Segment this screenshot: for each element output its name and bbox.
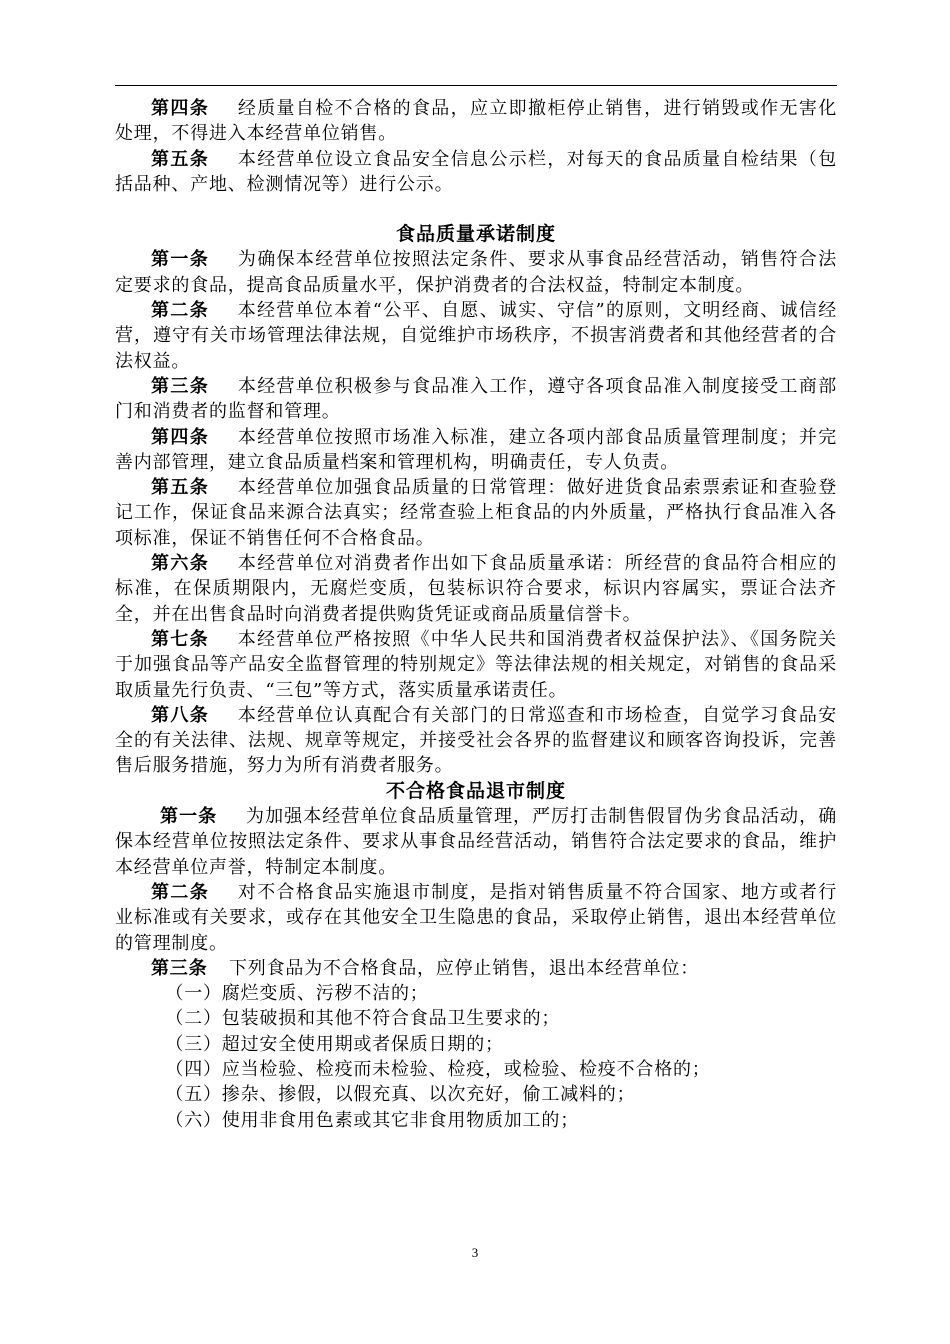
article-text: 经质量自检不合格的食品，应立即撤柜停止销售，进行销毁或作无害化处理，不得进入本经营单位销售。: [115, 98, 838, 145]
article-paragraph: [115, 147, 837, 198]
list-item: （一）腐烂变质、污秽不洁的；: [165, 983, 429, 1005]
article-paragraph: [115, 627, 837, 703]
article-paragraph: [115, 475, 837, 551]
article-text: 本经营单位积极参与食品准入工作，遵守各项食品准入制度接受工商部门和消费者的监督和管理。: [115, 375, 838, 423]
article-label: 第三条: [151, 375, 210, 397]
article-label: 第八条: [151, 704, 210, 726]
section-title: 食品质量承诺制度: [395, 223, 556, 246]
article-text: 本经营单位本着“公平、自愿、诚实、守信”的原则，文明经商、诚信经营，遵守有关市场管理法律法规，自觉维护市场秩序，不损害消费者和其他经营者的合法权益。: [115, 300, 837, 372]
article-text: 下列食品为不合格食品，应停止销售，退出本经营单位：: [229, 957, 699, 979]
article-text: 对不合格食品实施退市制度，是指对销售质量不符合国家、地方或者行业标准或有关要求，或存在其他安全卫生隐患的食品，采取停止销售，退出本经营单位的管理制度。: [115, 881, 838, 954]
article-paragraph: [115, 247, 837, 298]
list-item: （三）超过安全使用期或者保质日期的；: [165, 1033, 504, 1055]
list-item: （五）掺杂、掺假，以假充真、以次充好，偷工减料的；: [165, 1084, 636, 1106]
article-label: 第四条: [151, 98, 210, 119]
list-item: （六）使用非食用色素或其它非食用物质加工的；: [165, 1109, 579, 1131]
article-paragraph: [115, 804, 837, 880]
article-label: 第五条: [151, 148, 210, 170]
article-paragraph: [115, 956, 837, 981]
article-paragraph: [115, 96, 837, 147]
article-label: 第四条: [151, 426, 210, 448]
article-label: 第五条: [151, 477, 210, 499]
article-text: 本经营单位严格按照《中华人民共和国消费者权益保护法》、《国务院关于加强食品等产品安全监督管理的特别规定》等法律法规的相关规定，对销售的食品采取质量先行负责、“三包”等方式，落实质量承诺责任。: [115, 628, 837, 701]
article-paragraph: [115, 425, 837, 476]
list-item: （二）包装破损和其他不符合食品卫生要求的；: [165, 1008, 561, 1030]
page-number: 3: [471, 1245, 479, 1260]
article-text: 本经营单位按照市场准入标准，建立各项内部食品质量管理制度；并完善内部管理，建立食品质量档案和管理机构，明确责任，专人负责。: [115, 426, 838, 473]
article-paragraph: [115, 551, 837, 627]
article-text: 本经营单位加强食品质量的日常管理：做好进货食品索票索证和查验登记工作，保证食品来源合法真实；经常查验上柜食品的内外质量，严格执行食品准入各项标准，保证不销售任何不合格食品。: [115, 477, 838, 549]
article-label: 第七条: [151, 628, 209, 650]
article-text: 本经营单位设立食品安全信息公示栏，对每天的食品质量自检结果（包括品种、产地、检测情况等）进行公示。: [115, 148, 838, 195]
article-label: 第一条: [151, 249, 210, 271]
article-text: 本经营单位对消费者作出如下食品质量承诺：所经营的食品符合相应的标准，在保质期限内，无腐烂变质，包装标识符合要求，标识内容属实，票证合法齐全，并在出售食品时向消费者提供购货凭证或商品质量信誉卡。: [115, 553, 838, 625]
article-paragraph: [115, 374, 837, 425]
article-label: 第二条: [151, 881, 210, 903]
section-title: 不合格食品退市制度: [385, 779, 566, 802]
document-body: [115, 96, 837, 1133]
article-paragraph: [115, 703, 837, 779]
article-label: 第一条: [160, 806, 218, 828]
article-text: 本经营单位认真配合有关部门的日常巡查和市场检查，自觉学习食品安全的有关法律、法规、规章等规定，并接受社会各界的监督建议和顾客咨询投诉，完善售后服务措施，努力为所有消费者服务。: [115, 704, 838, 777]
article-label: 第三条: [151, 957, 208, 979]
article-text: 为加强本经营单位食品质量管理，严厉打击制售假冒伪劣食品活动，确保本经营单位按照法定条件、要求从事食品经营活动，销售符合法定要求的食品，维护本经营单位声誉，特制定本制度。: [115, 806, 837, 878]
article-label: 第二条: [151, 300, 209, 322]
article-text: 为确保本经营单位按照法定条件、要求从事食品经营活动，销售符合法定要求的食品，提高食品质量水平，保护消费者的合法权益，特制定本制度。: [115, 249, 838, 296]
article-paragraph: [115, 298, 837, 374]
list-item: （四）应当检验、检疫而未检验、检疫，或检验、检疫不合格的；: [165, 1058, 711, 1080]
header-rule: [115, 85, 837, 86]
article-paragraph: [115, 880, 837, 956]
article-label: 第六条: [151, 553, 210, 575]
